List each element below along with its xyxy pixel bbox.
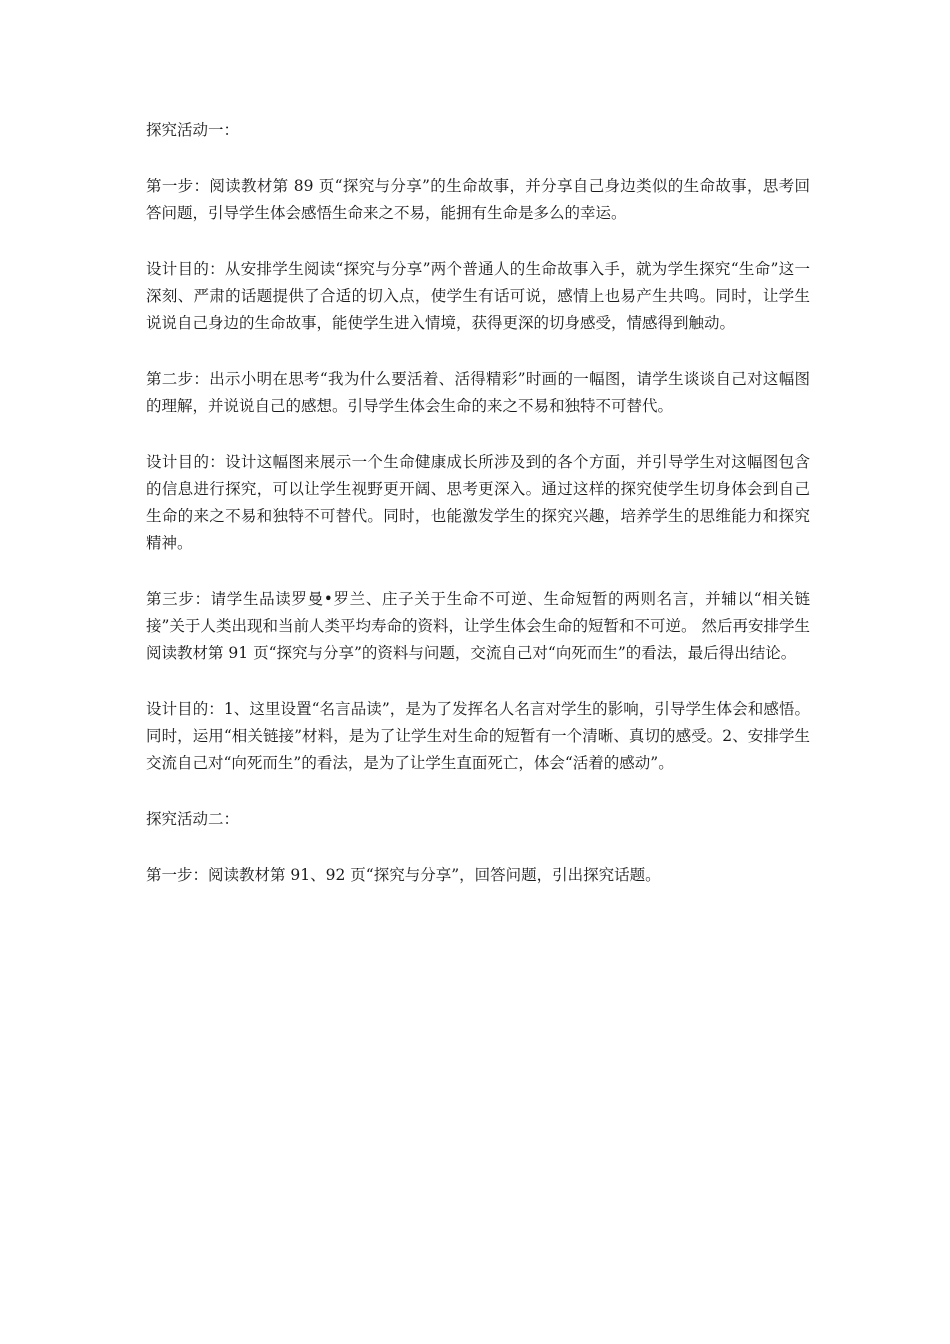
paragraph-design-purpose-three: 设计目的：1、这里设置“名言品读”，是为了发挥名人名言对学生的影响，引导学生体会和感悟。同时，运用“相关链接”材料，是为了让学生对生命的短暂有一个清晰、真切的感受。2、安排学生交流自己对“向死而生”的看法，是为了让学生直面死亡，体会“活着的感动”。 — [146, 700, 810, 772]
heading-activity-one: 探究活动一： — [146, 121, 240, 139]
paragraph-step-two: 第二步：出示小明在思考“我为什么要活着、活得精彩”时画的一幅图，请学生谈谈自己对这幅图的理解，并说说自己的感想。引导学生体会生命的来之不易和独特不可替代。 — [146, 370, 810, 415]
heading-activity-two: 探究活动二： — [146, 810, 240, 828]
document-body — [146, 117, 810, 918]
paragraph-design-purpose-one: 设计目的：从安排学生阅读“探究与分享”两个普通人的生命故事入手，就为学生探究“生命”这一深刻、严肃的话题提供了合适的切入点，使学生有话可说，感情上也易产生共鸣。同时，让学生说说自己身边的生命故事，能使学生进入情境，获得更深的切身感受，情感得到触动。 — [146, 260, 810, 332]
paragraph-design-purpose-two: 设计目的：设计这幅图来展示一个生命健康成长所涉及到的各个方面，并引导学生对这幅图包含的信息进行探究，可以让学生视野更开阔、思考更深入。通过这样的探究使学生切身体会到自己生命的来之不易和独特不可替代。同时，也能激发学生的探究兴趣，培养学生的思维能力和探究精神。 — [146, 453, 810, 552]
paragraph-step-three: 第三步：请学生品读罗曼•罗兰、庄子关于生命不可逆、生命短暂的两则名言，并辅以“相关链接”关于人类出现和当前人类平均寿命的资料，让学生体会生命的短暂和不可逆。 然后再安排学生阅读教材第 91 页“探究与分享”的资料与问题，交流自己对“向死而生”的看法，最后得出结论。 — [146, 590, 810, 662]
paragraph-step-one: 第一步：阅读教材第 89 页“探究与分享”的生命故事，并分享自己身边类似的生命故事，思考回答问题，引导学生体会感悟生命来之不易，能拥有生命是多么的幸运。 — [146, 177, 810, 222]
paragraph-activity-two-step-one: 第一步：阅读教材第 91、92 页“探究与分享”，回答问题，引出探究话题。 — [146, 866, 661, 884]
